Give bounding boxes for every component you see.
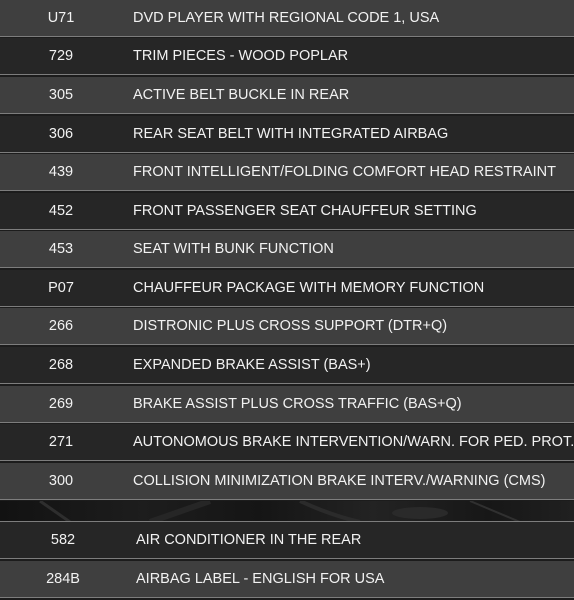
option-code: 266 xyxy=(48,318,74,334)
table-row xyxy=(0,347,574,384)
option-description: EXPANDED BRAKE ASSIST (BAS+) xyxy=(133,357,371,373)
table-row xyxy=(0,231,574,268)
option-description: TRIM PIECES - WOOD POPLAR xyxy=(133,48,349,64)
option-code: 306 xyxy=(48,126,74,142)
option-description: AUTONOMOUS BRAKE INTERVENTION/WARN. FOR PED. PROT. xyxy=(133,434,574,450)
option-description: AIR CONDITIONER IN THE REAR xyxy=(136,532,362,548)
background-strip xyxy=(0,501,574,522)
table-row xyxy=(0,77,574,114)
option-code: 284B xyxy=(46,571,80,587)
table-row xyxy=(0,561,574,598)
option-description: FRONT INTELLIGENT/FOLDING COMFORT HEAD RESTRAINT xyxy=(133,164,556,180)
table-row xyxy=(0,308,574,345)
option-code: 269 xyxy=(48,396,74,412)
background-texture xyxy=(0,501,574,522)
table-row xyxy=(0,270,574,307)
option-description: ACTIVE BELT BUCKLE IN REAR xyxy=(133,87,350,103)
option-code: P07 xyxy=(48,280,74,296)
option-code: 300 xyxy=(48,473,74,489)
option-description: REAR SEAT BELT WITH INTEGRATED AIRBAG xyxy=(133,126,449,142)
option-code: 729 xyxy=(48,48,74,64)
option-code: 452 xyxy=(48,203,74,219)
option-code: 582 xyxy=(50,532,76,548)
option-code: 439 xyxy=(48,164,74,180)
option-description: SEAT WITH BUNK FUNCTION xyxy=(133,241,334,257)
option-description: DISTRONIC PLUS CROSS SUPPORT (DTR+Q) xyxy=(133,318,448,334)
table-row xyxy=(0,116,574,153)
table-row xyxy=(0,386,574,423)
option-description: CHAUFFEUR PACKAGE WITH MEMORY FUNCTION xyxy=(133,280,485,296)
option-description: AIRBAG LABEL - ENGLISH FOR USA xyxy=(136,571,385,587)
table-row xyxy=(0,154,574,191)
option-description: FRONT PASSENGER SEAT CHAUFFEUR SETTING xyxy=(133,203,477,219)
table-row xyxy=(0,463,574,500)
option-description: BRAKE ASSIST PLUS CROSS TRAFFIC (BAS+Q) xyxy=(133,396,462,412)
table-row xyxy=(0,193,574,230)
option-code: 305 xyxy=(48,87,74,103)
table-row xyxy=(0,0,574,37)
table-row xyxy=(0,424,574,461)
option-code: 271 xyxy=(48,434,74,450)
option-code: 268 xyxy=(48,357,74,373)
option-description: DVD PLAYER WITH REGIONAL CODE 1, USA xyxy=(133,10,440,26)
option-description: COLLISION MINIMIZATION BRAKE INTERV./WARNING (CMS) xyxy=(133,473,546,489)
table-row xyxy=(0,38,574,75)
option-code: 453 xyxy=(48,241,74,257)
option-code: U71 xyxy=(47,10,75,26)
table-row xyxy=(0,522,574,559)
